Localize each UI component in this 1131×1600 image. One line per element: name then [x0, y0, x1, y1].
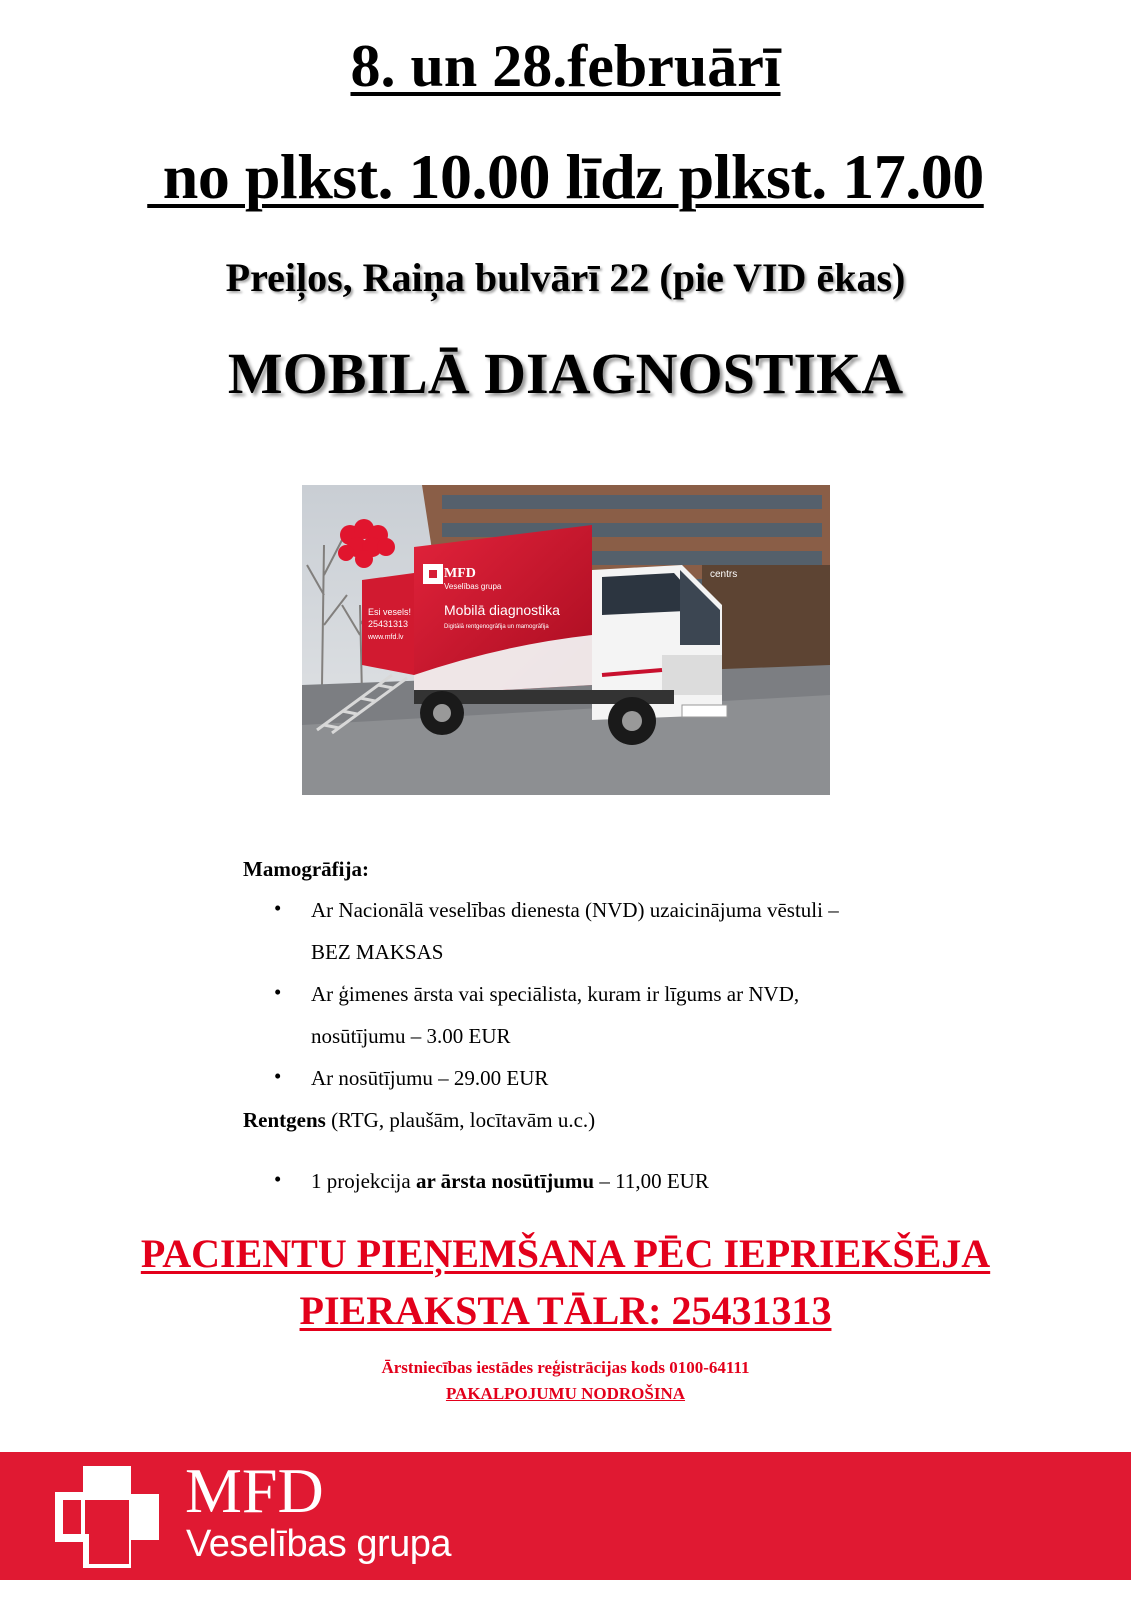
- footer-brand: MFD: [185, 1455, 324, 1526]
- truck-subbrand: Veselības grupa: [444, 582, 502, 591]
- bullet: •: [274, 980, 282, 1004]
- truck-title: Mobilā diagnostika: [444, 602, 560, 618]
- truck-photo: [302, 485, 830, 795]
- mammo-item-2-line-2: nosūtījumu – 3.00 EUR: [311, 1024, 511, 1048]
- truck-side-phone: 25431313: [368, 619, 409, 629]
- xray-heading: Rentgens (RTG, plaušām, locītavām u.c.): [243, 1108, 596, 1132]
- bullet: •: [274, 896, 282, 920]
- event-dates: 8. un 28.februārī: [350, 33, 781, 99]
- footer-banner: [0, 1452, 1131, 1580]
- bullet: •: [274, 1064, 282, 1088]
- xray-note: (RTG, plaušām, locītavām u.c.): [325, 1108, 596, 1132]
- building-sign-text: centrs: [710, 569, 738, 580]
- truck-side-slogan: Esi vesels!: [368, 607, 412, 617]
- registration-code: Ārstniecības iestādes reģistrācijas kods 0100-64111: [381, 1358, 750, 1377]
- event-location: Preiļos, Raiņa bulvārī 22 (pie VID ēkas): [225, 255, 906, 300]
- mammography-heading: Mamogrāfija:: [243, 857, 369, 881]
- truck-side-web: www.mfd.lv: [368, 634, 404, 641]
- event-hours: no plkst. 10.00 līdz plkst. 17.00: [147, 141, 984, 212]
- mammo-item-1-line-1: Ar Nacionālā veselības dienesta (NVD) uzaicinājuma vēstuli –: [311, 898, 839, 922]
- appointment-line-1: PACIENTU PIEŅEMŠANA PĒC IEPRIEKŠĒJA: [140, 1231, 991, 1276]
- appointment-phone-line: PIERAKSTA TĀLR: 25431313: [299, 1288, 832, 1333]
- poster-title: MOBILĀ DIAGNOSTIKA: [227, 341, 904, 406]
- mfd-cross-logo-icon: [55, 1464, 167, 1572]
- mammo-item-1-line-2: BEZ MAKSAS: [311, 940, 444, 964]
- footer-subbrand: Veselības grupa: [186, 1523, 452, 1565]
- services-provided-by: PAKALPOJUMU NODROŠINA: [445, 1384, 686, 1403]
- bullet: •: [274, 1167, 282, 1191]
- mammo-item-2-line-1: Ar ģimenes ārsta vai speciālista, kuram ir līgums ar NVD,: [311, 982, 800, 1006]
- truck-caption: Digitālā rentgenogrāfija un mamogrāfija: [444, 624, 549, 630]
- xray-item: 1 projekcija ar ārsta nosūtījumu – 11,00 EUR: [311, 1169, 709, 1193]
- truck-illustration: [302, 485, 830, 795]
- mammo-item-3: Ar nosūtījumu – 29.00 EUR: [311, 1066, 549, 1090]
- truck-brand: MFD: [444, 566, 476, 581]
